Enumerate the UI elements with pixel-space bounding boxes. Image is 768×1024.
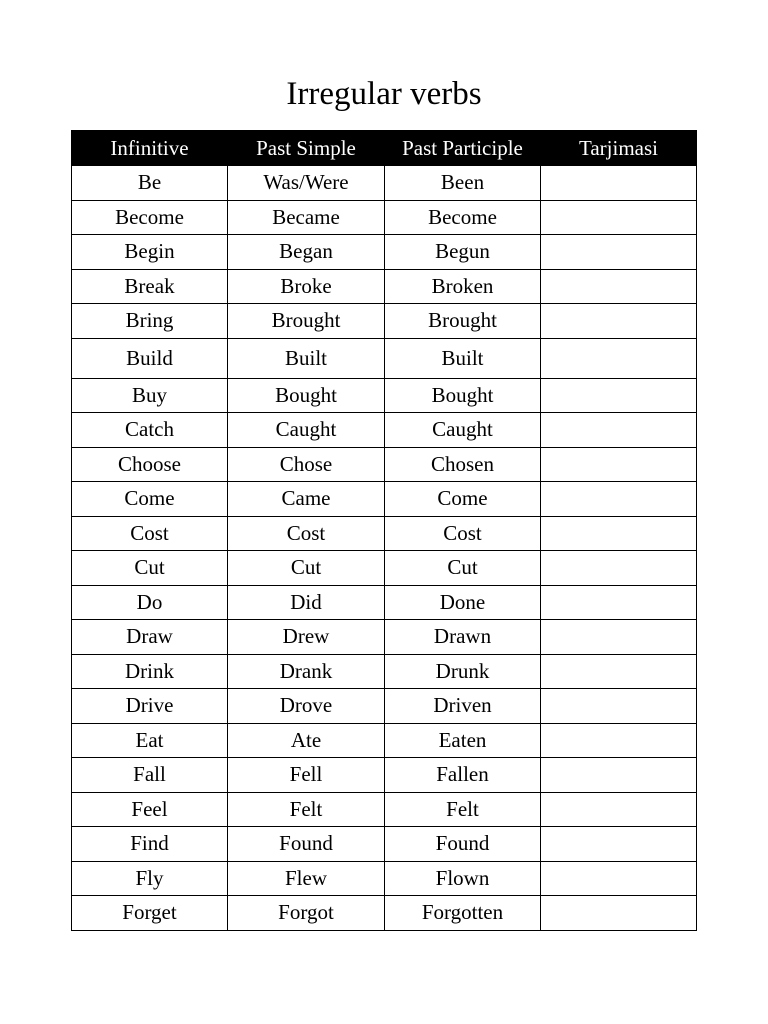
past-simple-cell: Began [228, 235, 385, 270]
irregular-verbs-table [71, 130, 697, 931]
table-row [72, 896, 697, 931]
table-row [72, 200, 697, 235]
past-simple-cell: Was/Were [228, 166, 385, 201]
table-row [72, 861, 697, 896]
past-participle-cell: Done [385, 585, 541, 620]
past-participle-cell: Brought [385, 304, 541, 339]
table-row [72, 338, 697, 378]
table-body [72, 166, 697, 931]
translation-cell[interactable] [541, 413, 697, 448]
past-participle-cell: Fallen [385, 758, 541, 793]
past-participle-cell: Eaten [385, 723, 541, 758]
translation-cell[interactable] [541, 723, 697, 758]
translation-cell[interactable] [541, 516, 697, 551]
header-tarjimasi: Tarjimasi [541, 131, 697, 166]
past-simple-cell: Found [228, 827, 385, 862]
infinitive-cell: Draw [72, 620, 228, 655]
past-simple-cell: Chose [228, 447, 385, 482]
past-simple-cell: Brought [228, 304, 385, 339]
table-row [72, 689, 697, 724]
past-participle-cell: Driven [385, 689, 541, 724]
past-simple-cell: Did [228, 585, 385, 620]
translation-cell[interactable] [541, 585, 697, 620]
past-participle-cell: Cut [385, 551, 541, 586]
translation-cell[interactable] [541, 896, 697, 931]
table-row [72, 235, 697, 270]
infinitive-cell: Build [72, 338, 228, 378]
translation-cell[interactable] [541, 792, 697, 827]
header-past-simple: Past Simple [228, 131, 385, 166]
past-simple-cell: Fell [228, 758, 385, 793]
past-participle-cell: Felt [385, 792, 541, 827]
translation-cell[interactable] [541, 166, 697, 201]
page-title: Irregular verbs [286, 76, 482, 112]
past-simple-cell: Built [228, 338, 385, 378]
infinitive-cell: Fall [72, 758, 228, 793]
table-row [72, 304, 697, 339]
past-participle-cell: Drawn [385, 620, 541, 655]
past-participle-cell: Flown [385, 861, 541, 896]
past-simple-cell: Forgot [228, 896, 385, 931]
past-simple-cell: Bought [228, 378, 385, 413]
infinitive-cell: Find [72, 827, 228, 862]
table-row [72, 827, 697, 862]
past-participle-cell: Come [385, 482, 541, 517]
past-simple-cell: Caught [228, 413, 385, 448]
infinitive-cell: Fly [72, 861, 228, 896]
translation-cell[interactable] [541, 689, 697, 724]
past-simple-cell: Drank [228, 654, 385, 689]
past-participle-cell: Bought [385, 378, 541, 413]
translation-cell[interactable] [541, 378, 697, 413]
past-participle-cell: Built [385, 338, 541, 378]
infinitive-cell: Choose [72, 447, 228, 482]
translation-cell[interactable] [541, 654, 697, 689]
table-row [72, 585, 697, 620]
translation-cell[interactable] [541, 620, 697, 655]
infinitive-cell: Feel [72, 792, 228, 827]
past-simple-cell: Drew [228, 620, 385, 655]
table-header-row [72, 131, 697, 166]
infinitive-cell: Begin [72, 235, 228, 270]
infinitive-cell: Buy [72, 378, 228, 413]
past-participle-cell: Cost [385, 516, 541, 551]
translation-cell[interactable] [541, 758, 697, 793]
infinitive-cell: Forget [72, 896, 228, 931]
infinitive-cell: Eat [72, 723, 228, 758]
translation-cell[interactable] [541, 551, 697, 586]
past-participle-cell: Forgotten [385, 896, 541, 931]
infinitive-cell: Be [72, 166, 228, 201]
infinitive-cell: Catch [72, 413, 228, 448]
past-simple-cell: Came [228, 482, 385, 517]
table-row [72, 166, 697, 201]
past-simple-cell: Drove [228, 689, 385, 724]
past-participle-cell: Drunk [385, 654, 541, 689]
infinitive-cell: Break [72, 269, 228, 304]
table-row [72, 654, 697, 689]
past-participle-cell: Found [385, 827, 541, 862]
header-infinitive: Infinitive [72, 131, 228, 166]
infinitive-cell: Come [72, 482, 228, 517]
infinitive-cell: Cost [72, 516, 228, 551]
infinitive-cell: Cut [72, 551, 228, 586]
past-participle-cell: Become [385, 200, 541, 235]
translation-cell[interactable] [541, 235, 697, 270]
table-row [72, 516, 697, 551]
table-row [72, 723, 697, 758]
past-simple-cell: Felt [228, 792, 385, 827]
translation-cell[interactable] [541, 304, 697, 339]
past-participle-cell: Chosen [385, 447, 541, 482]
past-simple-cell: Cost [228, 516, 385, 551]
infinitive-cell: Do [72, 585, 228, 620]
infinitive-cell: Become [72, 200, 228, 235]
past-simple-cell: Became [228, 200, 385, 235]
translation-cell[interactable] [541, 200, 697, 235]
translation-cell[interactable] [541, 269, 697, 304]
table-row [72, 378, 697, 413]
past-participle-cell: Been [385, 166, 541, 201]
past-participle-cell: Caught [385, 413, 541, 448]
table-row [72, 620, 697, 655]
past-simple-cell: Broke [228, 269, 385, 304]
translation-cell[interactable] [541, 827, 697, 862]
past-simple-cell: Ate [228, 723, 385, 758]
table-row [72, 447, 697, 482]
table-row [72, 269, 697, 304]
table-row [72, 792, 697, 827]
translation-cell[interactable] [541, 482, 697, 517]
table-row [72, 413, 697, 448]
translation-cell[interactable] [541, 447, 697, 482]
infinitive-cell: Bring [72, 304, 228, 339]
infinitive-cell: Drive [72, 689, 228, 724]
past-participle-cell: Broken [385, 269, 541, 304]
table-row [72, 551, 697, 586]
past-simple-cell: Flew [228, 861, 385, 896]
past-participle-cell: Begun [385, 235, 541, 270]
past-simple-cell: Cut [228, 551, 385, 586]
translation-cell[interactable] [541, 338, 697, 378]
table-row [72, 758, 697, 793]
translation-cell[interactable] [541, 861, 697, 896]
table-row [72, 482, 697, 517]
header-past-participle: Past Participle [385, 131, 541, 166]
infinitive-cell: Drink [72, 654, 228, 689]
